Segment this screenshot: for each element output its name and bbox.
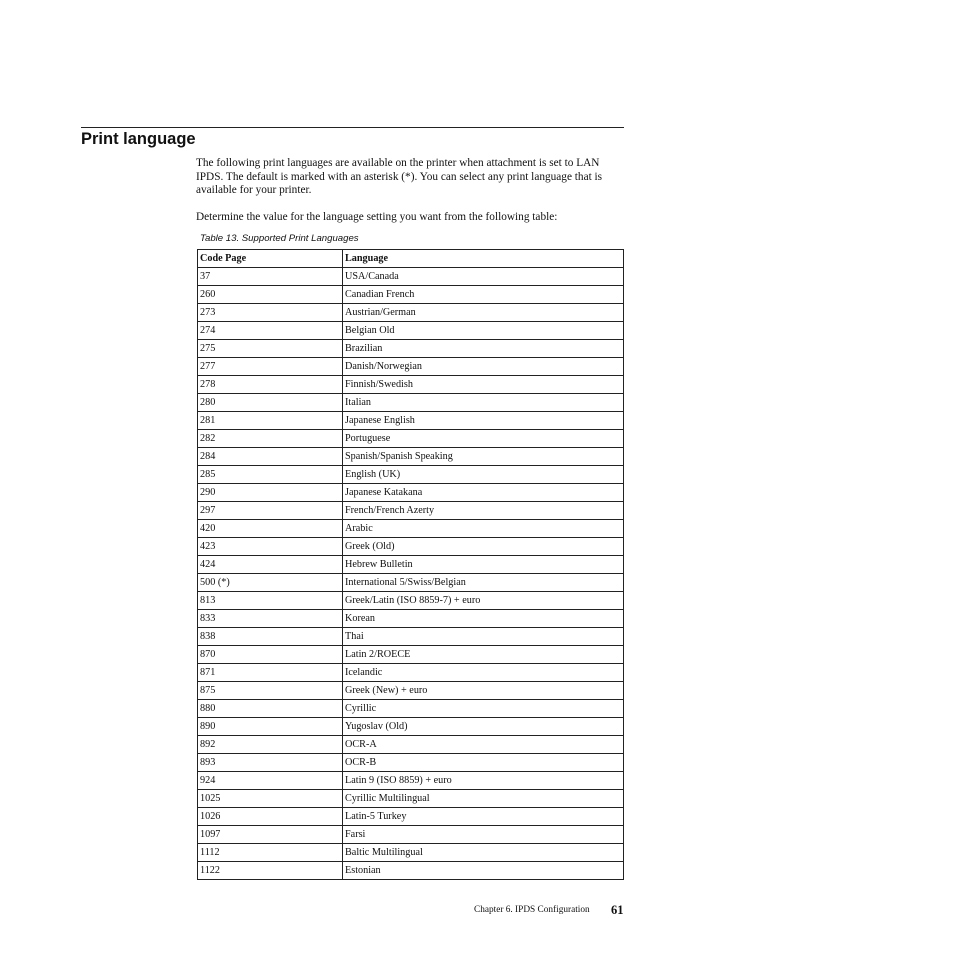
code-page-cell: 813 xyxy=(198,592,343,610)
language-cell: Cyrillic xyxy=(343,700,624,718)
table-caption: Table 13. Supported Print Languages xyxy=(200,233,359,244)
table-row xyxy=(198,844,624,862)
table-row xyxy=(198,718,624,736)
code-page-cell: 1122 xyxy=(198,862,343,880)
table-row xyxy=(198,772,624,790)
language-cell: Cyrillic Multilingual xyxy=(343,790,624,808)
code-page-cell: 1025 xyxy=(198,790,343,808)
table-row xyxy=(198,358,624,376)
table-row xyxy=(198,538,624,556)
language-cell: French/French Azerty xyxy=(343,502,624,520)
code-page-cell: 260 xyxy=(198,286,343,304)
code-page-cell: 297 xyxy=(198,502,343,520)
code-page-cell: 893 xyxy=(198,754,343,772)
table-row xyxy=(198,790,624,808)
code-page-cell: 1112 xyxy=(198,844,343,862)
code-page-cell: 890 xyxy=(198,718,343,736)
section-rule xyxy=(81,127,624,128)
table-row xyxy=(198,412,624,430)
table-row xyxy=(198,556,624,574)
language-cell: Canadian French xyxy=(343,286,624,304)
language-cell: Thai xyxy=(343,628,624,646)
table-row xyxy=(198,484,624,502)
language-cell: Finnish/Swedish xyxy=(343,376,624,394)
language-cell: Baltic Multilingual xyxy=(343,844,624,862)
language-cell: Belgian Old xyxy=(343,322,624,340)
intro-paragraph: The following print languages are available on the printer when attachment is set to LAN IPDS. The default is marked with an asterisk (*). You can select any print language that is available for your printer. xyxy=(196,157,603,197)
language-cell: Hebrew Bulletin xyxy=(343,556,624,574)
language-cell: Greek/Latin (ISO 8859-7) + euro xyxy=(343,592,624,610)
table-row xyxy=(198,736,624,754)
code-page-cell: 282 xyxy=(198,430,343,448)
code-page-cell: 274 xyxy=(198,322,343,340)
section-title: Print language xyxy=(81,130,196,148)
language-cell: OCR-A xyxy=(343,736,624,754)
language-cell: Latin 2/ROECE xyxy=(343,646,624,664)
table-row xyxy=(198,304,624,322)
language-cell: Latin-5 Turkey xyxy=(343,808,624,826)
table-row xyxy=(198,574,624,592)
code-page-cell: 892 xyxy=(198,736,343,754)
language-cell: Japanese English xyxy=(343,412,624,430)
language-cell: OCR-B xyxy=(343,754,624,772)
language-cell: Greek (Old) xyxy=(343,538,624,556)
table-row xyxy=(198,430,624,448)
code-page-cell: 871 xyxy=(198,664,343,682)
table-row xyxy=(198,826,624,844)
code-page-cell: 284 xyxy=(198,448,343,466)
table-header-row xyxy=(198,250,624,268)
language-cell: Icelandic xyxy=(343,664,624,682)
code-page-cell: 833 xyxy=(198,610,343,628)
table-intro-paragraph: Determine the value for the language setting you want from the following table: xyxy=(196,211,558,223)
print-languages-table xyxy=(197,249,624,880)
table-body xyxy=(198,268,624,880)
table-row xyxy=(198,610,624,628)
language-cell: Italian xyxy=(343,394,624,412)
language-cell: Austrian/German xyxy=(343,304,624,322)
table-row xyxy=(198,502,624,520)
table-row xyxy=(198,664,624,682)
table-row xyxy=(198,700,624,718)
code-page-cell: 273 xyxy=(198,304,343,322)
language-cell: USA/Canada xyxy=(343,268,624,286)
code-page-cell: 838 xyxy=(198,628,343,646)
table-row xyxy=(198,520,624,538)
code-page-cell: 275 xyxy=(198,340,343,358)
table-row xyxy=(198,862,624,880)
footer-chapter: Chapter 6. IPDS Configuration xyxy=(474,905,590,915)
table-row xyxy=(198,376,624,394)
language-cell: Portuguese xyxy=(343,430,624,448)
table-row xyxy=(198,808,624,826)
table-row xyxy=(198,448,624,466)
code-page-cell: 500 (*) xyxy=(198,574,343,592)
language-cell: Farsi xyxy=(343,826,624,844)
language-cell: Korean xyxy=(343,610,624,628)
code-page-cell: 280 xyxy=(198,394,343,412)
language-cell: Greek (New) + euro xyxy=(343,682,624,700)
table-row xyxy=(198,682,624,700)
code-page-cell: 1026 xyxy=(198,808,343,826)
code-page-cell: 285 xyxy=(198,466,343,484)
table-row xyxy=(198,466,624,484)
code-page-cell: 420 xyxy=(198,520,343,538)
language-cell: English (UK) xyxy=(343,466,624,484)
language-cell: Spanish/Spanish Speaking xyxy=(343,448,624,466)
code-page-cell: 1097 xyxy=(198,826,343,844)
header-language: Language xyxy=(343,250,624,268)
language-cell: Yugoslav (Old) xyxy=(343,718,624,736)
table-row xyxy=(198,592,624,610)
language-cell: Latin 9 (ISO 8859) + euro xyxy=(343,772,624,790)
table-row xyxy=(198,286,624,304)
page-number: 61 xyxy=(611,903,624,917)
table-row xyxy=(198,754,624,772)
header-code-page: Code Page xyxy=(198,250,343,268)
code-page-cell: 880 xyxy=(198,700,343,718)
language-cell: Brazilian xyxy=(343,340,624,358)
code-page-cell: 870 xyxy=(198,646,343,664)
language-cell: Japanese Katakana xyxy=(343,484,624,502)
language-cell: Estonian xyxy=(343,862,624,880)
code-page-cell: 277 xyxy=(198,358,343,376)
code-page-cell: 875 xyxy=(198,682,343,700)
language-cell: International 5/Swiss/Belgian xyxy=(343,574,624,592)
table-row xyxy=(198,628,624,646)
table-row xyxy=(198,268,624,286)
code-page-cell: 290 xyxy=(198,484,343,502)
code-page-cell: 278 xyxy=(198,376,343,394)
table-row xyxy=(198,340,624,358)
code-page-cell: 924 xyxy=(198,772,343,790)
language-cell: Danish/Norwegian xyxy=(343,358,624,376)
code-page-cell: 37 xyxy=(198,268,343,286)
code-page-cell: 424 xyxy=(198,556,343,574)
table-row xyxy=(198,646,624,664)
language-cell: Arabic xyxy=(343,520,624,538)
table-row xyxy=(198,322,624,340)
code-page-cell: 423 xyxy=(198,538,343,556)
code-page-cell: 281 xyxy=(198,412,343,430)
table-row xyxy=(198,394,624,412)
